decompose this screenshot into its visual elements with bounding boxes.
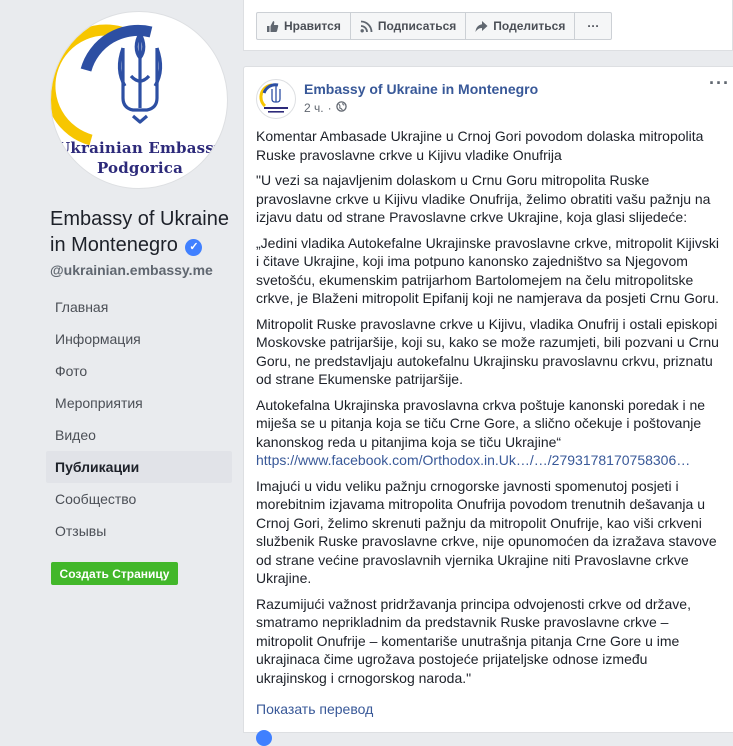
share-label: Поделиться (493, 19, 566, 33)
follow-label: Подписаться (377, 19, 457, 33)
post-time[interactable]: 2 ч. (304, 101, 324, 115)
like-label: Нравится (284, 19, 341, 33)
page-title[interactable] (50, 206, 240, 258)
nav-item-community[interactable]: Сообщество (55, 491, 137, 507)
nav-item-reviews[interactable]: Отзывы (55, 523, 107, 539)
page-avatar[interactable] (50, 11, 228, 189)
action-button-group (256, 12, 612, 40)
meta-separator: · (327, 101, 332, 115)
post-paragraph: "U vezi sa najavljenim dolaskom u Crnu Goru mitropolita Ruske pravoslavne crkve u Kijivu vladike Onufrija, želimo obratiti vašu pažnju na izjavu datu od strane Pravoslavne crkve Ukrajine, koja glasi slijedeće: (256, 172, 711, 225)
avatar-text-line2: Podgorica (96, 159, 184, 177)
post-body (256, 127, 721, 694)
page-title-line2: in Montenegro (50, 234, 178, 256)
page-handle[interactable]: @ukrainian.embassy.me (50, 262, 213, 278)
nav-item-videos[interactable]: Видео (55, 427, 96, 443)
post-meta (304, 101, 347, 115)
page-sidebar (0, 0, 240, 733)
post-paragraph: Komentar Ambasade Ukrajine u Crnoj Gori povodom dolaska mitropolita Ruske pravoslavne crkve u Kijivu vladike Onufrija (256, 128, 704, 163)
nav-item-photos[interactable]: Фото (55, 363, 88, 379)
post-author-name[interactable]: Embassy of Ukraine in Montenegro (304, 81, 539, 97)
verified-badge-icon: ✓ (185, 239, 202, 256)
page-nav (46, 291, 232, 547)
follow-button[interactable] (351, 13, 466, 39)
post-options-button[interactable]: ··· (709, 73, 730, 93)
post-card (243, 66, 733, 733)
post-paragraph: Imajući u vidu veliku pažnju crnogorske javnosti spomenutoj posjeti i morebitnim izjavama mitropolita Onufrija povodom trenutnih dešavanja u Crnoj Gori, želimo skrenuti pažnju da mitropolit Onufrije, kao viši crkveni službenik Ruske pravoslavne crkve, nije opunomoćen da izražava stavove od strane većine pravoslavnih vjernika Ukrajine niti Pravoslavne crkve Ukrajine. (256, 477, 717, 586)
page-action-bar (243, 0, 733, 51)
rss-icon (360, 20, 373, 33)
more-dots-icon: ··· (587, 19, 600, 33)
nav-item-info[interactable]: Информация (55, 331, 141, 347)
post-paragraph: Razumijući važnost pridržavanja principa odvojenosti crkve od države, smatramo neprikladnim da predstavnik Ruske pravoslavne crkve – mitropolit Onufrije – komentariše unutrašnja pitanja Crne Gore u ime ukrajinaca čime ugrožava postojeće prijateljske odnose između ukrajinskog i crnogorskog naroda." (256, 595, 691, 686)
nav-item-events[interactable]: Мероприятия (55, 395, 143, 411)
share-button[interactable] (466, 13, 575, 39)
create-page-button[interactable]: Создать Страницу (51, 562, 178, 585)
globe-icon (336, 101, 347, 115)
avatar-text-line1: Ukrainian Embassy (57, 139, 223, 157)
post-link[interactable]: https://www.facebook.com/Orthodox.in.Uk…/…/2793178170758306… (256, 452, 691, 468)
reaction-icon (256, 730, 272, 746)
show-translation-link[interactable]: Показать перевод (256, 701, 374, 717)
nav-item-posts[interactable]: Публикации (46, 451, 232, 483)
embassy-logo-small-icon (257, 80, 295, 118)
nav-item-home[interactable]: Главная (55, 299, 109, 315)
post-paragraph: Mitropolit Ruske pravoslavne crkve u Kijivu, vladika Onufrij i ostali episkopi Moskovske patrijaršije, koji su, kako se može razumjeti, bili pozvani u Crnu Goru, ne predstavljaju autokefalnu Ukrajinsku pravoslavnu crkvu, priznatu od strane Ekumenske patrijaršije. (256, 315, 719, 387)
post-paragraph: „Jedini vladika Autokefalne Ukrajinske pravoslavne crkve, mitropolit Kijivski i čitave Ukrajine, koji ima potpuno kanonsko zajedništvo sa Njegovom svetošću, ekumenskim patrijarhom Bartolomejem na čelu mitropolitske crkve, je Blaženi mitropolit Epifanij koji ne namjerava da posjeti Crnu Goru. (256, 234, 719, 306)
share-arrow-icon (475, 20, 488, 33)
post-paragraph: Autokefalna Ukrajinska pravoslavna crkva poštuje kanonski poredak i ne miješa se u pitanja koja se tiču Crne Gore, a slično očekuje i poštovanje kanonskog reda u pitanjima koja se tiču Ukrajine“ (256, 396, 706, 450)
more-options-button[interactable] (575, 13, 611, 39)
post-author-avatar[interactable] (256, 79, 296, 119)
page-title-line1: Embassy of Ukraine (50, 208, 229, 230)
thumbs-up-icon (266, 20, 279, 33)
post-paragraph-with-link (256, 396, 721, 470)
like-button[interactable] (257, 13, 351, 39)
